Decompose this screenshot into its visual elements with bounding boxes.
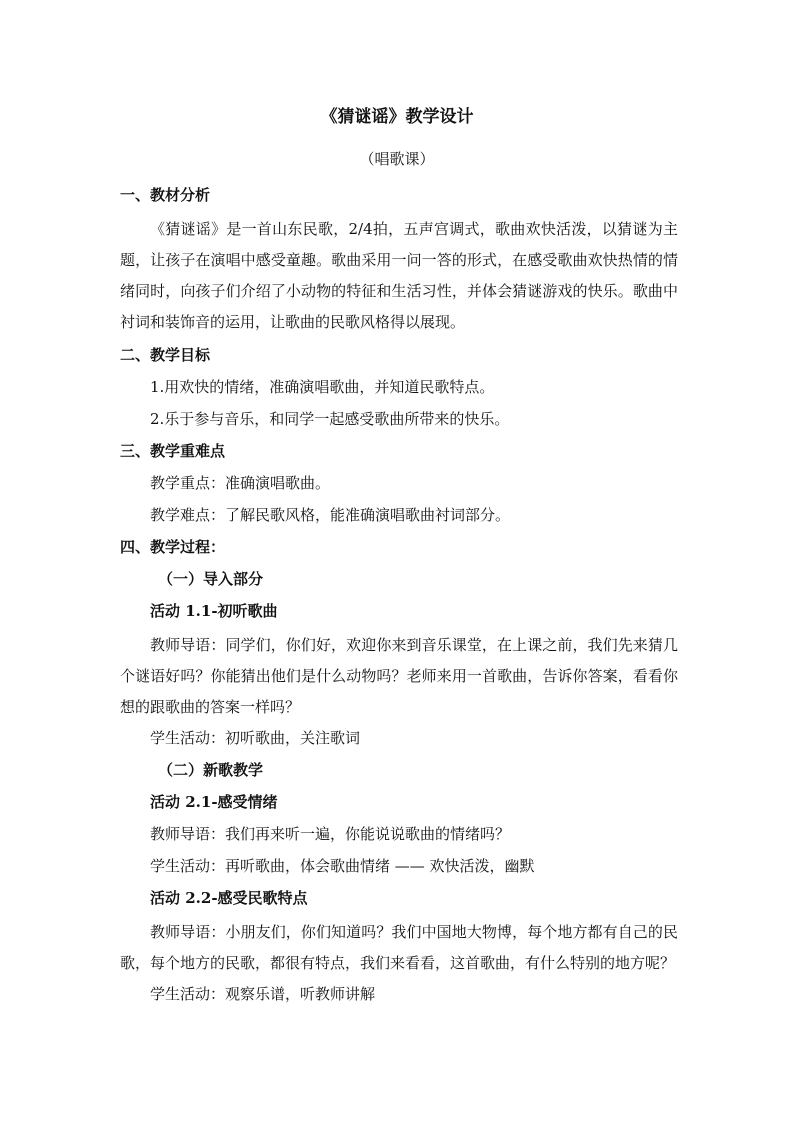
analysis-paragraph: 《猜谜谣》是一首山东民歌，2/4拍，五声宫调式，歌曲欢快活泼，以猜谜为主题，让孩子在演唱中感受童趣。歌曲采用一问一答的形式，在感受歌曲欢快热情的情绪同时，向孩子们介绍了小动物的特征和生活习性，并体会猜谜游戏的快乐。歌曲中衬词和装饰音的运用，让歌曲的民歌风格得以展现。 xyxy=(120,220,678,331)
teacher-guide-1-1: 教师导语：同学们，你们好，欢迎你来到音乐课堂，在上课之前，我们先来猜几个谜语好吗？你能猜出他们是什么动物吗？老师来用一首歌曲，告诉你答案，看看你想的跟歌曲的答案一样吗？ xyxy=(120,636,678,716)
document-body xyxy=(120,182,678,1013)
part-heading-new-song: （二）新歌教学 xyxy=(158,761,264,779)
section-heading-goals: 二、教学目标 xyxy=(120,346,211,364)
student-activity-1-1: 学生活动：初听歌曲，关注歌词 xyxy=(150,729,361,747)
activity-title-2-1: 活动 2.1-感受情绪 xyxy=(150,793,278,811)
student-activity-2-1: 学生活动：再听歌曲，体会歌曲情绪 —— 欢快活泼，幽默 xyxy=(150,857,535,875)
key-point-item: 教学重点：准确演唱歌曲。 xyxy=(150,474,331,492)
difficulty-item: 教学难点：了解民歌风格，能准确演唱歌曲衬词部分。 xyxy=(150,506,511,524)
section-heading-process: 四、教学过程： xyxy=(120,538,226,556)
part-heading-intro: （一）导入部分 xyxy=(158,570,264,588)
teacher-guide-2-2: 教师导语：小朋友们，你们知道吗？我们中国地大物博，每个地方都有自己的民歌，每个地方的民歌，都很有特点，我们来看看，这首歌曲，有什么特别的地方呢？ xyxy=(120,923,678,972)
document-subtitle: （唱歌课） xyxy=(359,150,435,168)
teacher-guide-2-1: 教师导语：我们再来听一遍，你能说说歌曲的情绪吗？ xyxy=(150,825,511,843)
section-heading-key-points: 三、教学重难点 xyxy=(120,442,226,460)
goal-item-1: 1.用欢快的情绪，准确演唱歌曲，并知道民歌特点。 xyxy=(150,378,495,396)
activity-title-2-2: 活动 2.2-感受民歌特点 xyxy=(150,889,308,907)
student-activity-2-2: 学生活动：观察乐谱，听教师讲解 xyxy=(150,985,376,1003)
activity-title-1-1: 活动 1.1-初听歌曲 xyxy=(150,602,278,620)
goal-item-2: 2.乐于参与音乐，和同学一起感受歌曲所带来的快乐。 xyxy=(150,410,510,428)
document-title: 《猜谜谣》教学设计 xyxy=(320,107,474,127)
section-heading-analysis: 一、教材分析 xyxy=(120,186,211,204)
